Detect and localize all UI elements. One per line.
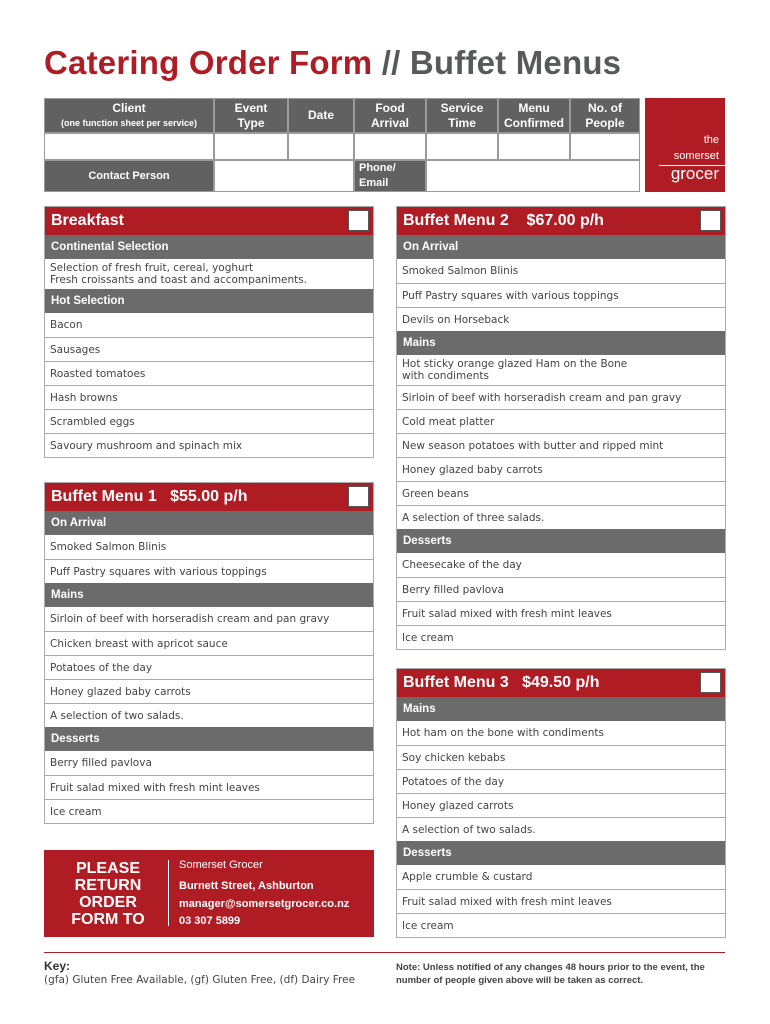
menu3-title-text: Buffet Menu 3 $49.50 p/h	[403, 674, 600, 691]
key-text: (gfa) Gluten Free Available, (gf) Gluten Free, (df) Dairy Free	[44, 974, 356, 986]
key-title: Key:	[44, 959, 71, 973]
menu2-desserts-subheader: Desserts	[397, 529, 725, 553]
list-item: Sirloin of beef with horseradish cream and pan gravy	[50, 613, 330, 625]
continental-subheader: Continental Selection	[45, 235, 373, 259]
service-time-label: Service Time	[440, 100, 484, 130]
menu-confirmed-label: Menu Confirmed	[504, 100, 564, 130]
list-item	[397, 355, 725, 385]
menu1-mains-subheader: Mains	[45, 583, 373, 607]
return-email-link[interactable]: manager@somersetgrocer.co.nz	[179, 898, 350, 910]
date-label: Date	[307, 108, 334, 122]
date-header	[288, 98, 354, 133]
service-time-header	[426, 98, 498, 133]
logo-word-somerset: somerset	[673, 150, 719, 162]
menu3-checkbox[interactable]	[700, 672, 721, 693]
menu3-mains-subheader: Mains	[397, 697, 725, 721]
breakfast-section	[44, 206, 374, 458]
list-item: Honey glazed baby carrots	[45, 679, 373, 703]
no-people-field[interactable]	[570, 133, 640, 160]
list-item: A selection of three salads.	[397, 505, 725, 529]
menu1-checkbox[interactable]	[348, 486, 369, 507]
logo-word-grocer: grocer	[670, 164, 719, 183]
client-header	[44, 98, 214, 133]
list-item: A selection of two salads.	[397, 817, 725, 841]
list-item: Berry filled pavlova	[50, 757, 152, 769]
list-item: Fruit salad mixed with fresh mint leaves	[45, 775, 373, 799]
list-item: Puff Pastry squares with various toppings	[45, 559, 373, 583]
menu1-title	[45, 483, 373, 511]
list-item: Bacon	[50, 319, 83, 331]
buffet-menu-2-section	[396, 206, 726, 650]
no-people-header	[570, 98, 640, 133]
food-arrival-field[interactable]	[354, 133, 426, 160]
contact-person-header	[44, 160, 214, 192]
client-field[interactable]	[44, 133, 214, 160]
event-type-label: Event Type	[234, 100, 268, 130]
return-heading-line-4: FORM TO	[71, 911, 145, 928]
continental-text-2: Fresh croissants and toast and accompaniments.	[50, 274, 308, 286]
note-text: Note: Unless notified of any changes 48 hours prior to the event, the number of people given above will be taken as correct.	[396, 962, 705, 986]
list-item: Smoked Salmon Blinis	[402, 265, 519, 277]
list-item: Cold meat platter	[397, 409, 725, 433]
logo-word-the: the	[703, 134, 719, 146]
contact-person-field[interactable]	[214, 160, 354, 192]
breakfast-title	[45, 207, 373, 235]
menu-confirmed-field[interactable]	[498, 133, 570, 160]
list-item: Cheesecake of the day	[402, 559, 522, 571]
list-item: Scrambled eggs	[45, 409, 373, 433]
client-label: Client	[112, 100, 146, 115]
list-item: Devils on Horseback	[397, 307, 725, 331]
client-note: (one function sheet per service)	[60, 117, 198, 128]
menu1-arrival-subheader: On Arrival	[45, 511, 373, 535]
return-street: Burnett Street, Ashburton	[179, 880, 314, 892]
hot-subheader: Hot Selection	[45, 289, 373, 313]
no-people-label: No. of People	[585, 100, 625, 130]
return-heading-line-2: RETURN	[74, 877, 142, 894]
list-item: Berry filled pavlova	[397, 577, 725, 601]
menu2-ham-line-2: with condiments	[402, 370, 489, 382]
title-main: Catering Order Form	[44, 44, 373, 81]
title-separator: //	[372, 44, 410, 81]
menu2-title	[397, 207, 725, 235]
title-sub: Buffet Menus	[409, 44, 622, 81]
list-item: Sausages	[45, 337, 373, 361]
list-item: New season potatoes with butter and ripped mint	[397, 433, 725, 457]
contact-person-label: Contact Person	[88, 169, 170, 182]
menu2-mains-subheader: Mains	[397, 331, 725, 355]
menu2-ham-line-1: Hot sticky orange glazed Ham on the Bone	[402, 358, 628, 370]
list-item: Fruit salad mixed with fresh mint leaves	[397, 601, 725, 625]
list-item: Sirloin of beef with horseradish cream and pan gravy	[397, 385, 725, 409]
return-name: Somerset Grocer	[179, 859, 263, 871]
event-type-header	[214, 98, 288, 133]
list-item: Potatoes of the day	[397, 769, 725, 793]
buffet-menu-1-section	[44, 482, 374, 824]
return-divider	[168, 860, 169, 926]
food-arrival-header	[354, 98, 426, 133]
menu2-checkbox[interactable]	[700, 210, 721, 231]
menu2-arrival-subheader: On Arrival	[397, 235, 725, 259]
page-title	[44, 44, 621, 82]
phone-email-label: Phone/ Email	[359, 162, 396, 189]
list-item: Fruit salad mixed with fresh mint leaves	[397, 889, 725, 913]
return-heading	[54, 860, 162, 928]
phone-email-header	[354, 160, 426, 192]
date-field[interactable]	[288, 133, 354, 160]
list-item: Ice cream	[45, 799, 373, 823]
return-phone: 03 307 5899	[179, 915, 241, 927]
phone-email-field[interactable]	[426, 160, 640, 192]
event-details-table	[44, 98, 640, 192]
continental-text-1: Selection of fresh fruit, cereal, yoghurt	[50, 262, 254, 274]
list-item: Ice cream	[397, 913, 725, 937]
list-item: Hash browns	[45, 385, 373, 409]
food-arrival-label: Food Arrival	[370, 100, 410, 130]
breakfast-checkbox[interactable]	[348, 210, 369, 231]
menu3-title	[397, 669, 725, 697]
buffet-menu-3-section	[396, 668, 726, 938]
service-time-field[interactable]	[426, 133, 498, 160]
list-item: Soy chicken kebabs	[397, 745, 725, 769]
somerset-grocer-logo	[645, 98, 725, 192]
menu3-desserts-subheader: Desserts	[397, 841, 725, 865]
event-type-field[interactable]	[214, 133, 288, 160]
list-item: Hot ham on the bone with condiments	[402, 727, 604, 739]
continental-text	[45, 259, 373, 289]
menu1-desserts-subheader: Desserts	[45, 727, 373, 751]
return-heading-line-3: ORDER	[79, 894, 137, 911]
list-item: Ice cream	[397, 625, 725, 649]
menu1-title-text: Buffet Menu 1 $55.00 p/h	[51, 488, 248, 505]
menu-confirmed-header	[498, 98, 570, 133]
list-item: Chicken breast with apricot sauce	[45, 631, 373, 655]
list-item: Smoked Salmon Blinis	[50, 541, 167, 553]
menu2-title-text: Buffet Menu 2 $67.00 p/h	[403, 212, 604, 229]
footer-divider	[44, 952, 725, 953]
list-item: Roasted tomatoes	[45, 361, 373, 385]
list-item: Green beans	[397, 481, 725, 505]
list-item: Savoury mushroom and spinach mix	[45, 433, 373, 457]
breakfast-title-text: Breakfast	[51, 212, 124, 229]
return-heading-line-1: PLEASE	[75, 860, 140, 877]
list-item: Puff Pastry squares with various toppings	[397, 283, 725, 307]
return-address-box	[44, 850, 374, 937]
list-item: Honey glazed baby carrots	[397, 457, 725, 481]
list-item: A selection of two salads.	[45, 703, 373, 727]
list-item: Potatoes of the day	[45, 655, 373, 679]
list-item: Honey glazed carrots	[397, 793, 725, 817]
list-item: Apple crumble & custard	[402, 871, 533, 883]
